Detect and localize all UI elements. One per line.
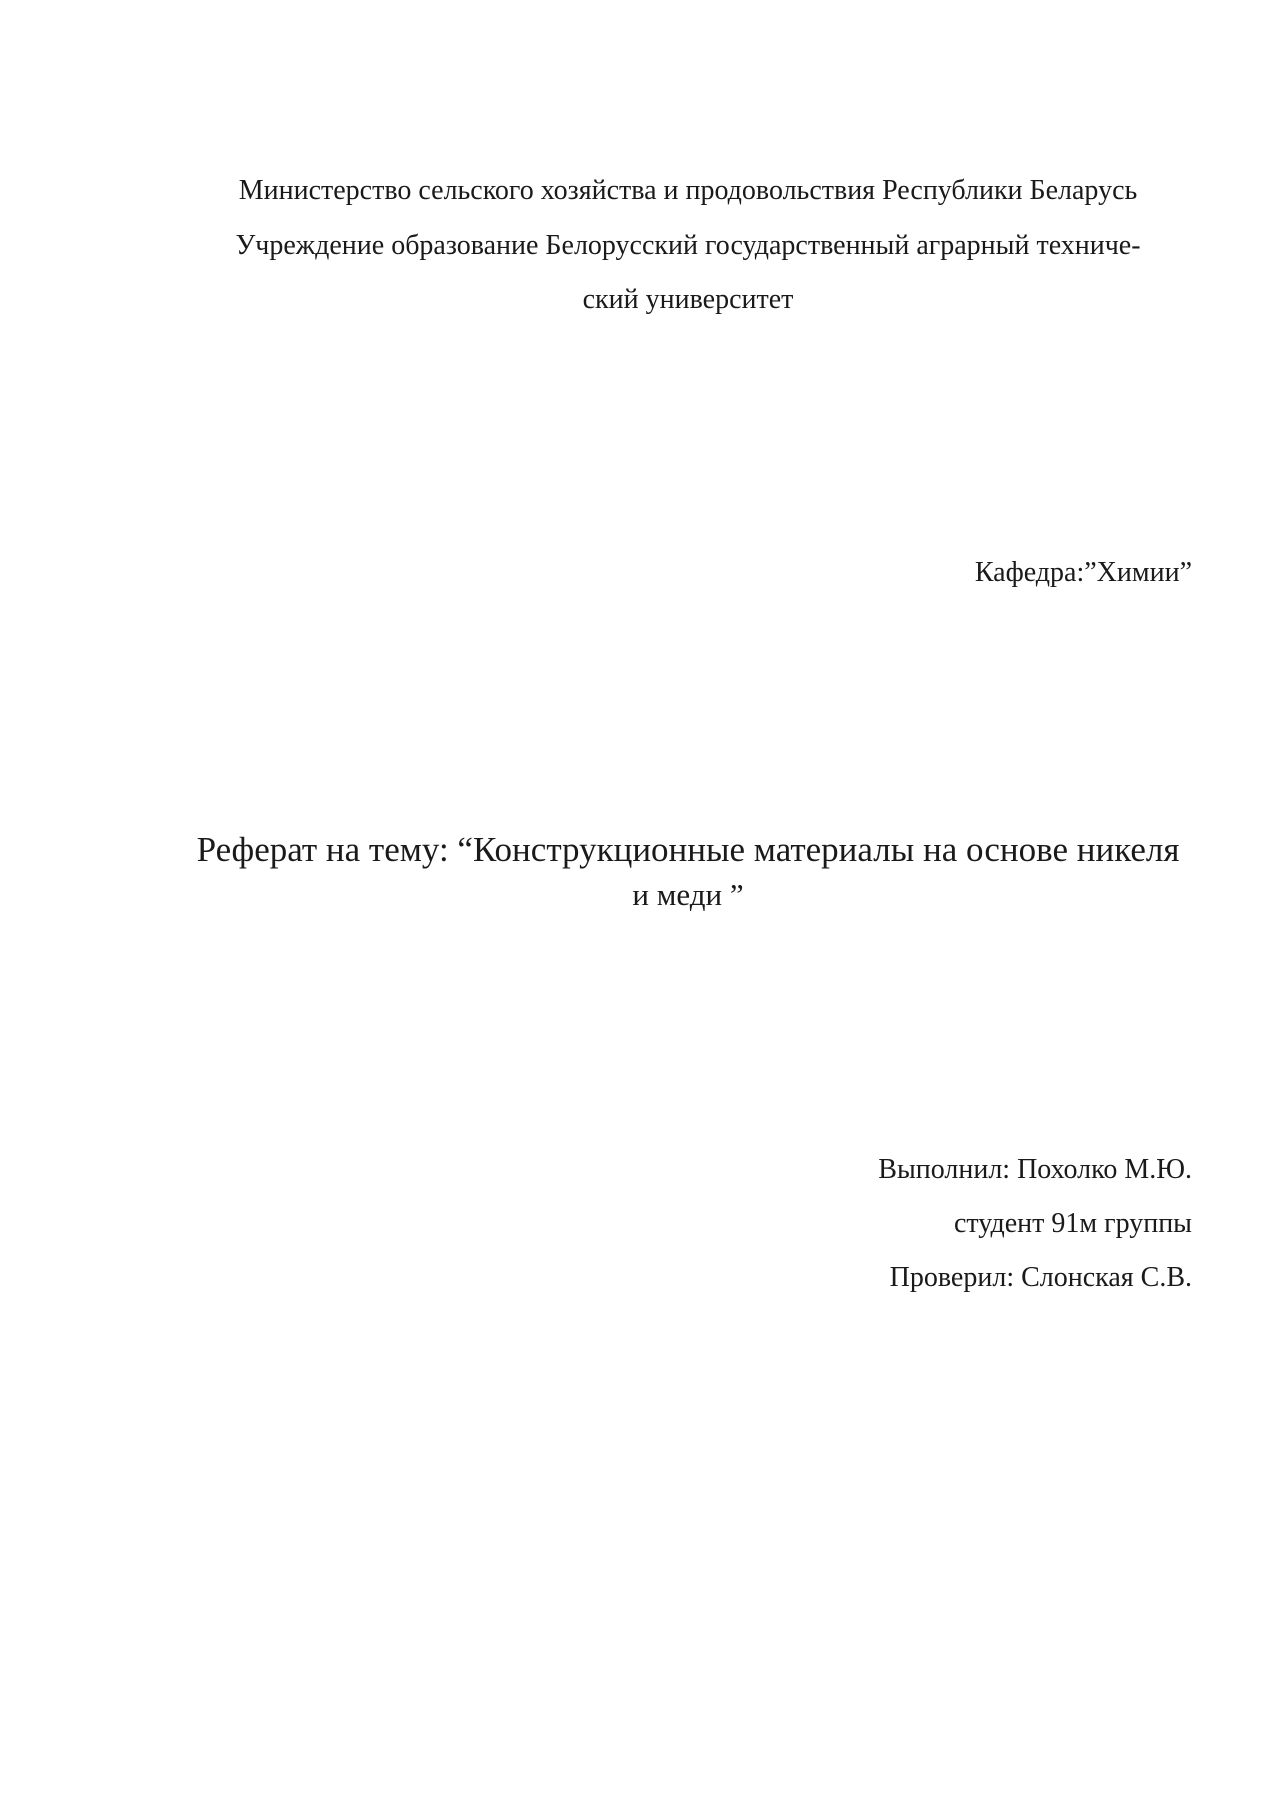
- performed-by-line: Выполнил: Похолко М.Ю.: [878, 1154, 1192, 1185]
- report-title-line-1: Реферат на тему: “Конструкционные материалы на основе никеля: [196, 830, 1180, 869]
- checked-by-line: Проверил: Слонская С.В.: [889, 1262, 1192, 1293]
- institution-line-2: ский университет: [582, 284, 794, 315]
- student-group-line: студент 91м группы: [953, 1208, 1192, 1239]
- department-line: Кафедра:”Химии”: [974, 557, 1192, 588]
- institution-line-1: Учреждение образование Белорусский государственный аграрный техниче-: [235, 230, 1141, 261]
- report-title-line-2: и меди ”: [632, 877, 744, 912]
- ministry-line: Министерство сельского хозяйства и продовольствия Республики Беларусь: [238, 175, 1138, 206]
